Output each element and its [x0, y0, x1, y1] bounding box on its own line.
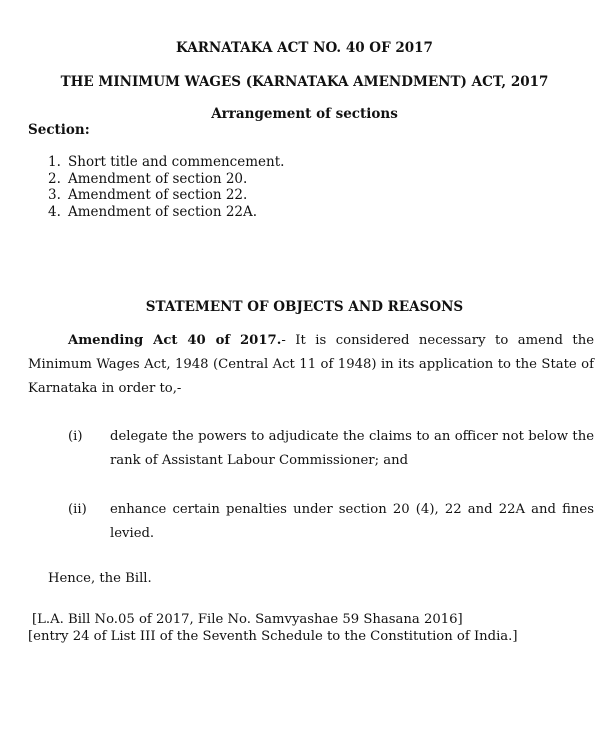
item-text: delegate the powers to adjudicate the claims to an officer not below the rank of Assistant Labour Commissioner; and — [110, 429, 594, 468]
section-number: 1. — [48, 154, 61, 170]
item-text: enhance certain penalties under section 20 (4), 22 and 22A and fines levied. — [110, 502, 594, 541]
section-item — [48, 171, 284, 188]
item-number: (ii) — [68, 502, 87, 517]
closing-text: Hence, the Bill. — [48, 571, 152, 586]
section-item — [48, 187, 284, 204]
bill-reference: [L.A. Bill No.05 of 2017, File No. Samvyashae 59 Shasana 2016] — [32, 612, 463, 627]
item-number: (i) — [68, 429, 83, 444]
arrangement-heading: Arrangement of sections — [211, 106, 398, 122]
section-item — [48, 204, 284, 221]
section-title: Amendment of section 22. — [68, 187, 248, 203]
statement-intro-text: - It is considered necessary to amend the Minimum Wages Act, 1948 (Central Act 11 of 1948) in its application to the State of Karnataka in order to,- — [28, 333, 594, 396]
section-number: 3. — [48, 187, 61, 203]
section-number: 2. — [48, 170, 61, 187]
entry-reference: [entry 24 of List III of the Seventh Schedule to the Constitution of India.] — [28, 629, 518, 644]
section-label: Section: — [28, 122, 90, 138]
sections-list — [48, 154, 284, 220]
section-title: Short title and commencement. — [68, 154, 285, 170]
act-name: THE MINIMUM WAGES (KARNATAKA AMENDMENT) ACT, 2017 — [60, 74, 549, 90]
section-title: Amendment of section 20. — [68, 170, 248, 187]
statement-heading: STATEMENT OF OBJECTS AND REASONS — [145, 299, 464, 315]
statement-intro — [28, 329, 594, 401]
section-title: Amendment of section 22A. — [68, 203, 258, 220]
section-number: 4. — [48, 203, 61, 220]
act-title: KARNATAKA ACT NO. 40 OF 2017 — [176, 40, 433, 56]
amending-act-label: Amending Act 40 of 2017. — [68, 333, 282, 348]
section-item — [48, 154, 284, 171]
